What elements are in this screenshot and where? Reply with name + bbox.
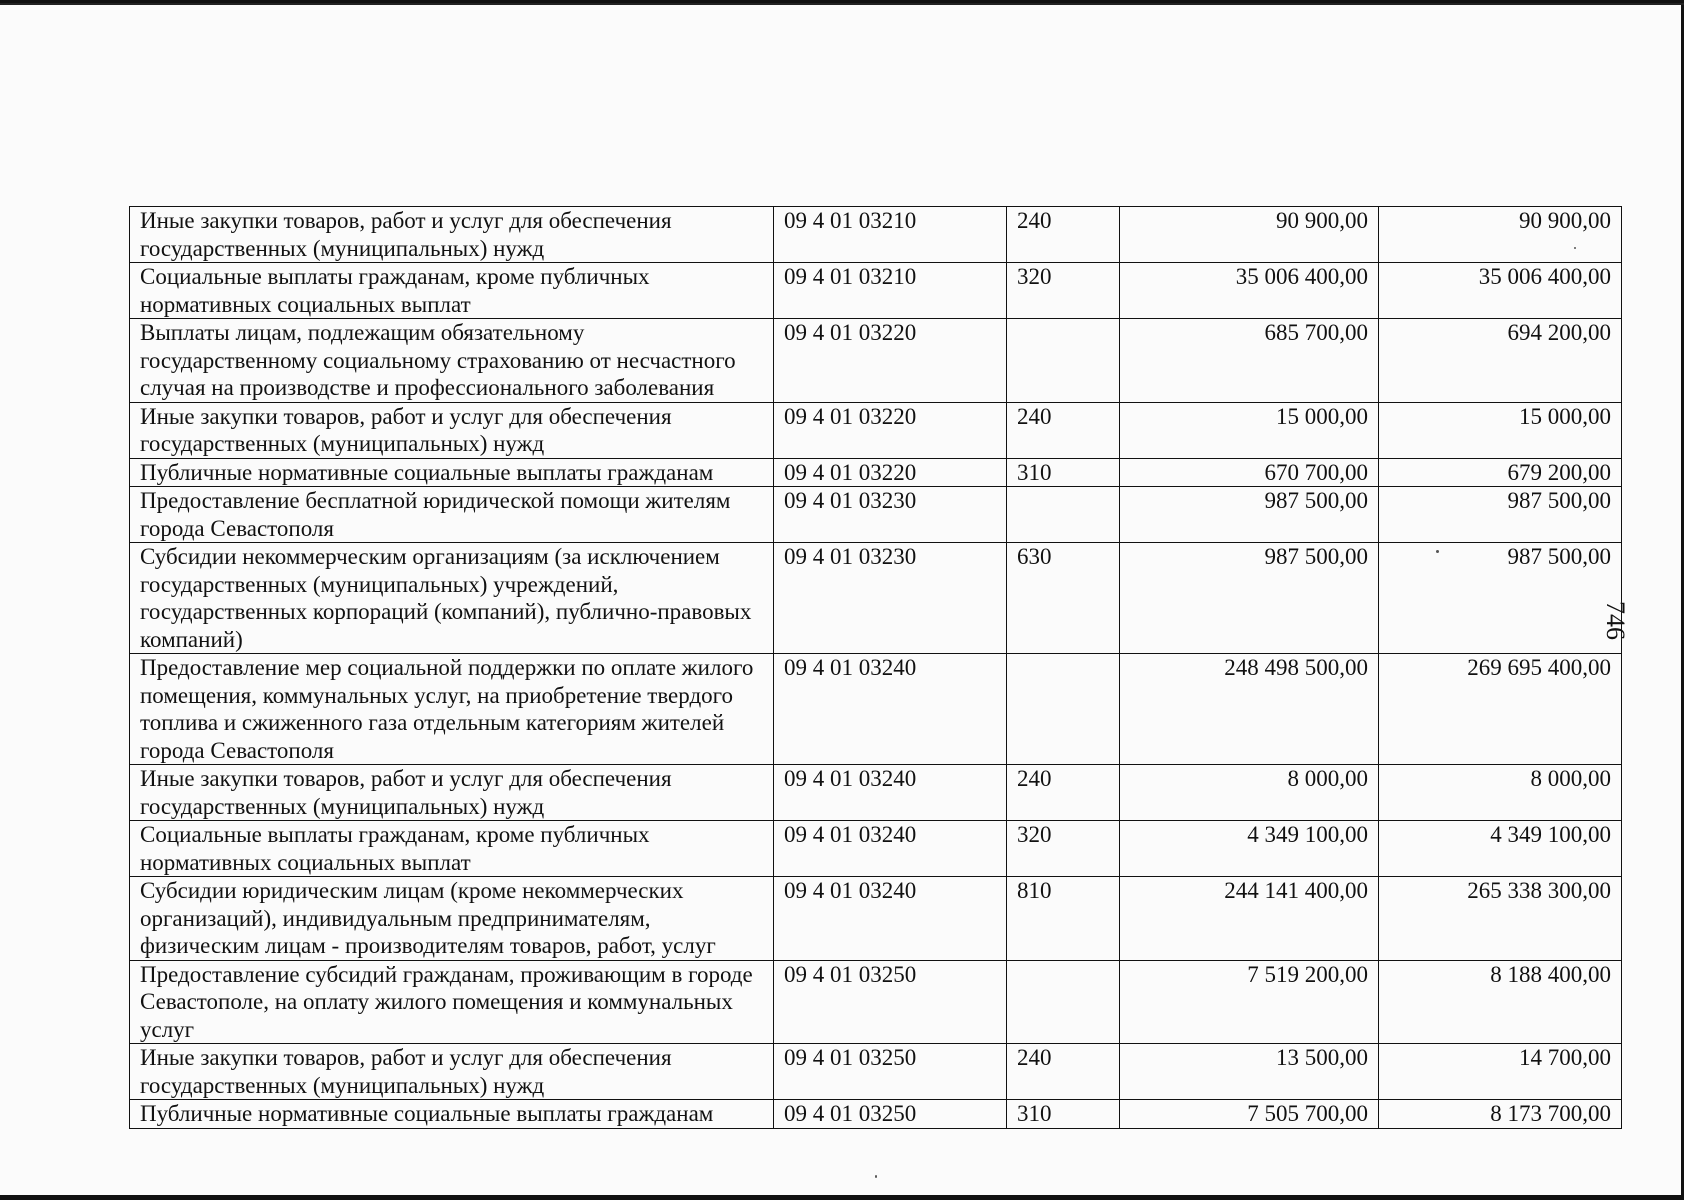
budget-table-body xyxy=(130,207,1622,1129)
row-sum1-cell: 987 500,00 xyxy=(1120,487,1379,543)
row-code-cell: 09 4 01 03220 xyxy=(774,458,1007,487)
table-row xyxy=(130,877,1622,961)
row-sum2-cell: 90 900,00 xyxy=(1379,207,1622,263)
row-code-cell: 09 4 01 03230 xyxy=(774,487,1007,543)
row-type-cell: 320 xyxy=(1007,821,1120,877)
row-type-cell: 630 xyxy=(1007,543,1120,654)
table-row xyxy=(130,960,1622,1044)
row-sum2-cell: 4 349 100,00 xyxy=(1379,821,1622,877)
row-name-cell: Иные закупки товаров, работ и услуг для обеспечения государственных (муниципальных) нужд xyxy=(130,402,774,458)
row-sum1-cell: 987 500,00 xyxy=(1120,543,1379,654)
table-row xyxy=(130,1100,1622,1129)
row-name-cell: Иные закупки товаров, работ и услуг для обеспечения государственных (муниципальных) нужд xyxy=(130,765,774,821)
row-sum2-cell: 987 500,00 xyxy=(1379,487,1622,543)
row-name-cell: Субсидии некоммерческим организациям (за исключением государственных (муниципальных) учреждений, государственных корпораций (компаний), публично-правовых компаний) xyxy=(130,543,774,654)
row-sum2-cell: 987 500,00 xyxy=(1379,543,1622,654)
row-sum1-cell: 35 006 400,00 xyxy=(1120,263,1379,319)
row-code-cell: 09 4 01 03230 xyxy=(774,543,1007,654)
row-type-cell: 810 xyxy=(1007,877,1120,961)
row-sum2-cell: 8 000,00 xyxy=(1379,765,1622,821)
scan-speck xyxy=(1574,247,1576,249)
scan-speck xyxy=(875,1175,877,1178)
table-row xyxy=(130,1044,1622,1100)
row-type-cell xyxy=(1007,319,1120,403)
table-row xyxy=(130,263,1622,319)
row-sum1-cell: 13 500,00 xyxy=(1120,1044,1379,1100)
row-name-cell: Социальные выплаты гражданам, кроме публичных нормативных социальных выплат xyxy=(130,821,774,877)
row-type-cell: 310 xyxy=(1007,458,1120,487)
row-code-cell: 09 4 01 03240 xyxy=(774,654,1007,765)
table-row xyxy=(130,543,1622,654)
scan-edge xyxy=(0,3,1684,5)
table-row xyxy=(130,821,1622,877)
row-type-cell xyxy=(1007,487,1120,543)
row-type-cell: 310 xyxy=(1007,1100,1120,1129)
row-sum1-cell: 8 000,00 xyxy=(1120,765,1379,821)
row-code-cell: 09 4 01 03220 xyxy=(774,319,1007,403)
row-sum2-cell: 35 006 400,00 xyxy=(1379,263,1622,319)
row-sum1-cell: 7 519 200,00 xyxy=(1120,960,1379,1044)
row-code-cell: 09 4 01 03210 xyxy=(774,207,1007,263)
row-code-cell: 09 4 01 03240 xyxy=(774,821,1007,877)
row-sum1-cell: 248 498 500,00 xyxy=(1120,654,1379,765)
row-name-cell: Социальные выплаты гражданам, кроме публичных нормативных социальных выплат xyxy=(130,263,774,319)
row-sum2-cell: 15 000,00 xyxy=(1379,402,1622,458)
row-sum2-cell: 269 695 400,00 xyxy=(1379,654,1622,765)
budget-table xyxy=(129,206,1622,1129)
row-name-cell: Публичные нормативные социальные выплаты гражданам xyxy=(130,1100,774,1129)
table-row xyxy=(130,207,1622,263)
table-row xyxy=(130,402,1622,458)
table-row xyxy=(130,458,1622,487)
row-sum1-cell: 685 700,00 xyxy=(1120,319,1379,403)
row-sum1-cell: 90 900,00 xyxy=(1120,207,1379,263)
table-row xyxy=(130,654,1622,765)
row-sum2-cell: 14 700,00 xyxy=(1379,1044,1622,1100)
row-code-cell: 09 4 01 03250 xyxy=(774,1044,1007,1100)
row-name-cell: Субсидии юридическим лицам (кроме некоммерческих организаций), индивидуальным предпринимателям, физическим лицам - производителям товаров, работ, услуг xyxy=(130,877,774,961)
row-type-cell: 240 xyxy=(1007,1044,1120,1100)
row-name-cell: Публичные нормативные социальные выплаты гражданам xyxy=(130,458,774,487)
row-name-cell: Предоставление мер социальной поддержки по оплате жилого помещения, коммунальных услуг, на приобретение твердого топлива и сжиженного газа отдельным категориям жителей города Севастополя xyxy=(130,654,774,765)
row-type-cell: 240 xyxy=(1007,765,1120,821)
row-name-cell: Иные закупки товаров, работ и услуг для обеспечения государственных (муниципальных) нужд xyxy=(130,1044,774,1100)
row-sum1-cell: 15 000,00 xyxy=(1120,402,1379,458)
row-type-cell xyxy=(1007,960,1120,1044)
scan-speck xyxy=(1436,550,1439,553)
row-type-cell xyxy=(1007,654,1120,765)
row-sum2-cell: 265 338 300,00 xyxy=(1379,877,1622,961)
table-row xyxy=(130,487,1622,543)
table-row xyxy=(130,319,1622,403)
row-sum1-cell: 244 141 400,00 xyxy=(1120,877,1379,961)
row-code-cell: 09 4 01 03210 xyxy=(774,263,1007,319)
row-code-cell: 09 4 01 03240 xyxy=(774,877,1007,961)
row-type-cell: 240 xyxy=(1007,207,1120,263)
row-sum2-cell: 679 200,00 xyxy=(1379,458,1622,487)
row-sum2-cell: 8 188 400,00 xyxy=(1379,960,1622,1044)
row-code-cell: 09 4 01 03240 xyxy=(774,765,1007,821)
row-sum1-cell: 7 505 700,00 xyxy=(1120,1100,1379,1129)
row-code-cell: 09 4 01 03220 xyxy=(774,402,1007,458)
table-row xyxy=(130,765,1622,821)
row-name-cell: Иные закупки товаров, работ и услуг для обеспечения государственных (муниципальных) нужд xyxy=(130,207,774,263)
row-sum1-cell: 4 349 100,00 xyxy=(1120,821,1379,877)
row-name-cell: Выплаты лицам, подлежащим обязательному государственному социальному страхованию от несчастного случая на производстве и профессионального заболевания xyxy=(130,319,774,403)
row-name-cell: Предоставление бесплатной юридической помощи жителям города Севастополя xyxy=(130,487,774,543)
row-sum1-cell: 670 700,00 xyxy=(1120,458,1379,487)
row-sum2-cell: 694 200,00 xyxy=(1379,319,1622,403)
row-sum2-cell: 8 173 700,00 xyxy=(1379,1100,1622,1129)
row-code-cell: 09 4 01 03250 xyxy=(774,1100,1007,1129)
page-number: 746 xyxy=(1601,601,1630,640)
row-code-cell: 09 4 01 03250 xyxy=(774,960,1007,1044)
row-type-cell: 320 xyxy=(1007,263,1120,319)
row-type-cell: 240 xyxy=(1007,402,1120,458)
row-name-cell: Предоставление субсидий гражданам, проживающим в городе Севастополе, на оплату жилого помещения и коммунальных услуг xyxy=(130,960,774,1044)
